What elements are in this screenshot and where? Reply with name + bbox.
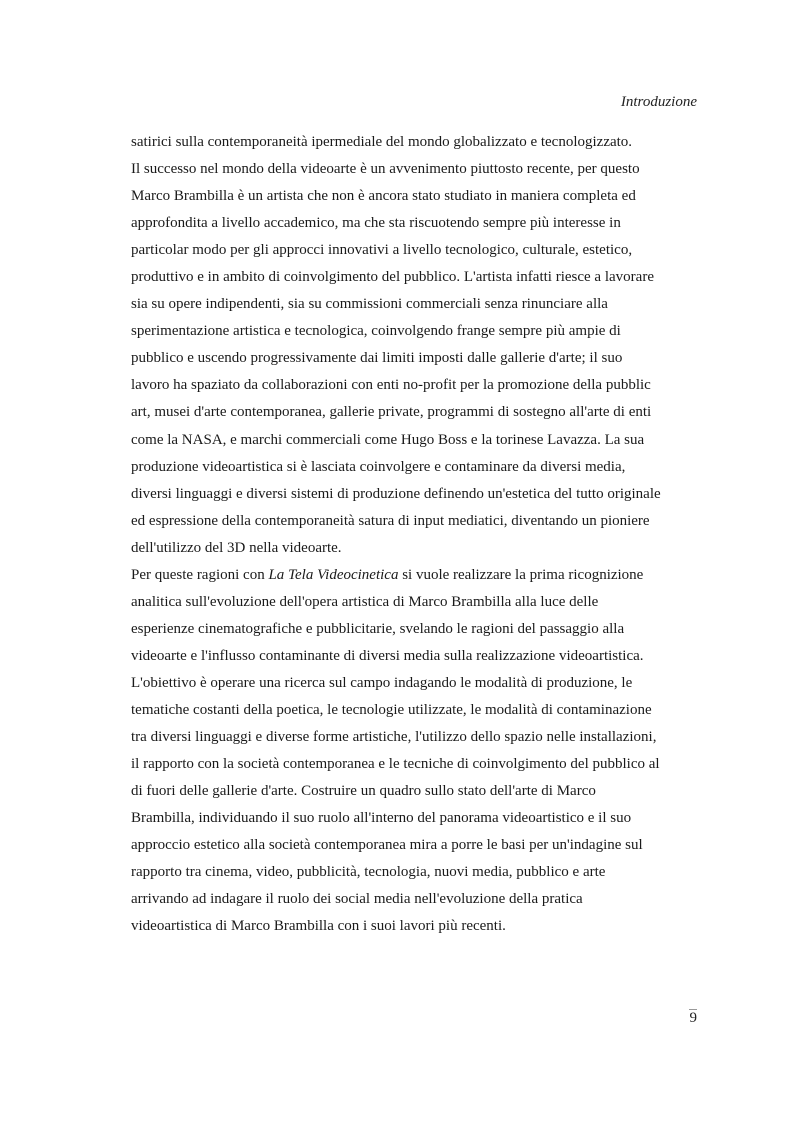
text-line: tematiche costanti della poetica, le tecnologie utilizzate, le modalità di contaminazione <box>131 701 652 718</box>
work-title: La Tela Videocinetica <box>268 566 399 583</box>
text-line: di fuori delle gallerie d'arte. Costruire un quadro sullo stato dell'arte di Marco <box>131 783 596 800</box>
text-line: Il successo nel mondo della videoarte è un avvenimento piuttosto recente, per questo <box>131 161 640 178</box>
page-number: 9 <box>689 1010 697 1026</box>
text-span: Per queste ragioni con <box>131 566 269 583</box>
text-line: sperimentazione artistica e tecnologica, coinvolgendo frange sempre più ampie di <box>131 323 621 340</box>
text-line: lavoro ha spaziato da collaborazioni con enti no-profit per la promozione della pubblic <box>131 377 651 394</box>
text-line: arrivando ad indagare il ruolo dei social media nell'evoluzione della pratica <box>131 891 583 908</box>
text-line: videoartistica di Marco Brambilla con i suoi lavori più recenti. <box>131 918 506 935</box>
text-line: produzione videoartistica si è lasciata coinvolgere e contaminare da diversi media, <box>131 458 626 475</box>
text-line: Marco Brambilla è un artista che non è ancora stato studiato in maniera completa ed <box>131 188 636 205</box>
text-line: il rapporto con la società contemporanea e le tecniche di coinvolgimento del pubblico al <box>131 756 660 773</box>
text-line: produttivo e in ambito di coinvolgimento del pubblico. L'artista infatti riesce a lavorare <box>131 269 654 286</box>
text-line: rapporto tra cinema, video, pubblicità, tecnologia, nuovi media, pubblico e arte <box>131 864 606 881</box>
running-header: Introduzione <box>620 94 697 110</box>
text-line-with-title <box>131 562 697 589</box>
text-line: approfondita a livello accademico, ma che sta riscuotendo sempre più interesse in <box>131 215 621 232</box>
text-line: pubblico e uscendo progressivamente dai limiti imposti dalle gallerie d'arte; il suo <box>131 350 623 367</box>
text-span: si vuole realizzare la prima ricognizione <box>398 566 644 583</box>
text-line: particolar modo per gli approcci innovativi a livello tecnologico, culturale, estetico, <box>131 242 633 259</box>
text-line: videoarte e l'influsso contaminante di diversi media sulla realizzazione videoartistica. <box>131 647 644 664</box>
text-line: analitica sull'evoluzione dell'opera artistica di Marco Brambilla alla luce delle <box>131 593 599 610</box>
text-line: L'obiettivo è operare una ricerca sul campo indagando le modalità di produzione, le <box>131 674 633 691</box>
text-line: come la NASA, e marchi commerciali come Hugo Boss e la torinese Lavazza. La sua <box>131 431 645 448</box>
text-line: satirici sulla contemporaneità ipermediale del mondo globalizzato e tecnologizzato. <box>131 134 633 150</box>
text-line: diversi linguaggi e diversi sistemi di produzione definendo un'estetica del tutto originale <box>131 485 661 502</box>
text-line: art, musei d'arte contemporanea, gallerie private, programmi di sostegno all'arte di enti <box>131 404 652 421</box>
text-line: esperienze cinematografiche e pubblicitarie, svelando le ragioni del passaggio alla <box>131 620 625 637</box>
text-line: sia su opere indipendenti, sia su commissioni commerciali senza rinunciare alla <box>131 296 608 313</box>
text-line: tra diversi linguaggi e diverse forme artistiche, l'utilizzo dello spazio nelle installazioni, <box>131 729 657 746</box>
text-line: approccio estetico alla società contemporanea mira a porre le basi per un'indagine sul <box>131 837 643 854</box>
text-line: dell'utilizzo del 3D nella videoarte. <box>131 539 342 556</box>
text-line: Brambilla, individuando il suo ruolo all'interno del panorama videoartistico e il suo <box>131 810 632 827</box>
body-text <box>131 129 697 940</box>
text-line: ed espressione della contemporaneità satura di input mediatici, diventando un pioniere <box>131 512 650 529</box>
